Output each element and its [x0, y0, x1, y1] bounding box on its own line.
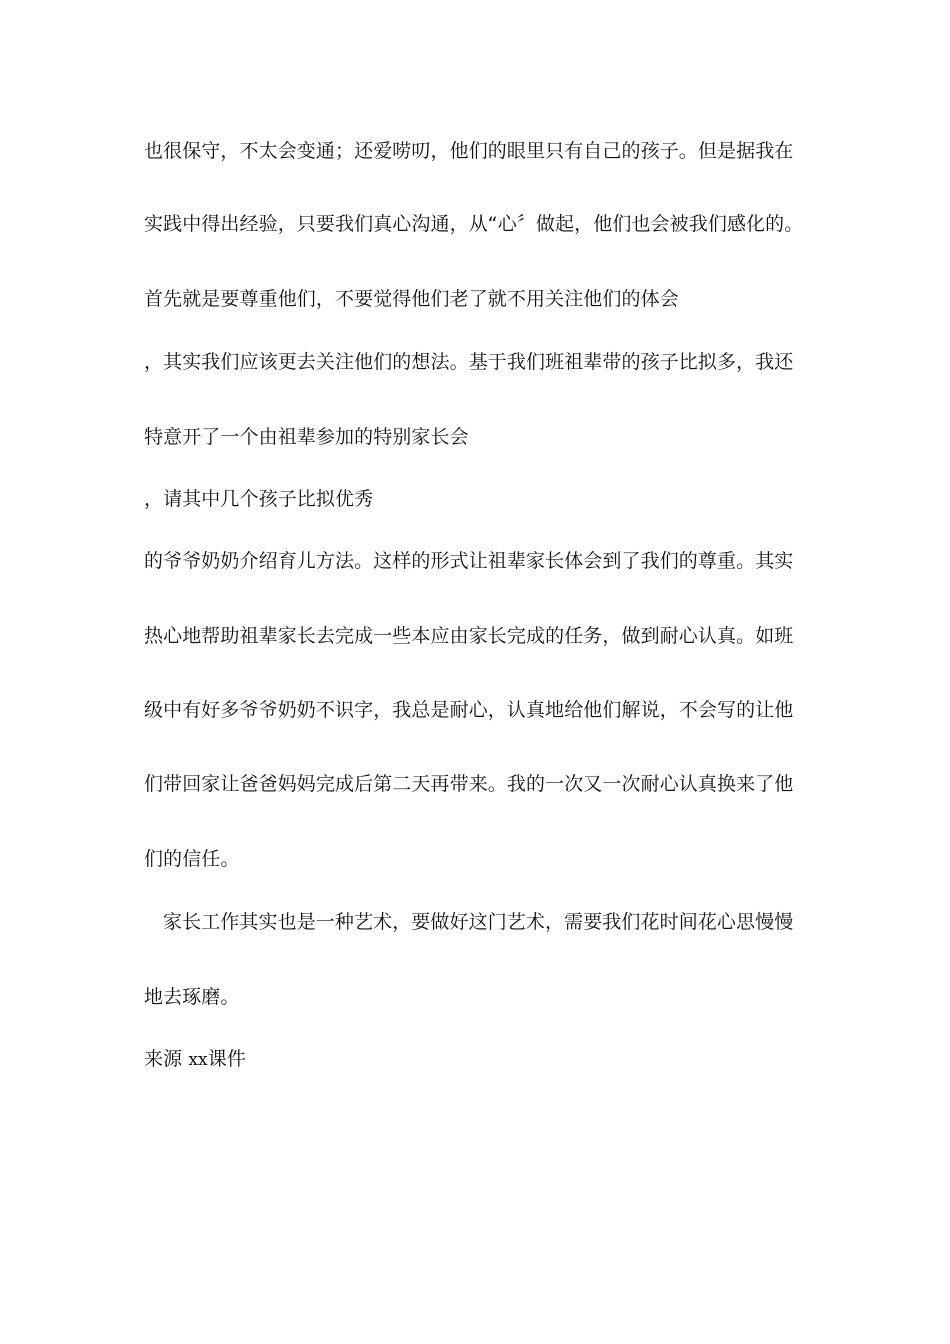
- text-line-1: 也很保守，不太会变通；还爱唠叨，他们的眼里只有自己的孩子。但是据我在: [144, 140, 794, 162]
- text-line-8: 热心地帮助祖辈家长去完成一些本应由家长完成的任务，做到耐心认真。如班: [144, 625, 794, 647]
- source-middle: xx: [188, 1050, 208, 1070]
- text-line-2: 实践中得出经验，只要我们真心沟通，从“心〞做起，他们也会被我们感化的。: [144, 213, 804, 235]
- text-line-12-indented: 家长工作其实也是一种艺术，要做好这门艺术，需要我们花时间花心思慢慢: [163, 911, 794, 933]
- text-line-10: 们带回家让爸爸妈妈完成后第二天再带来。我的一次又一次耐心认真换来了他: [144, 773, 794, 795]
- text-line-11: 们的信任。: [144, 848, 240, 870]
- text-line-6: ，请其中几个孩子比拟优秀: [144, 488, 374, 510]
- source-suffix: 课件: [207, 1048, 246, 1070]
- source-prefix: 来源: [144, 1048, 183, 1070]
- text-line-7: 的爷爷奶奶介绍育儿方法。这样的形式让祖辈家长体会到了我们的尊重。其实: [144, 550, 794, 572]
- text-line-9: 级中有好多爷爷奶奶不识字，我总是耐心，认真地给他们解说，不会写的让他: [144, 699, 794, 721]
- text-line-13: 地去琢磨。: [144, 986, 240, 1008]
- text-line-5: 特意开了一个由祖辈参加的特别家长会: [144, 426, 469, 448]
- text-line-3: 首先就是要尊重他们，不要觉得他们老了就不用关注他们的体会: [144, 288, 679, 310]
- text-line-4: ，其实我们应该更去关注他们的想法。基于我们班祖辈带的孩子比拟多，我还: [144, 351, 794, 373]
- source-line: [144, 1047, 246, 1072]
